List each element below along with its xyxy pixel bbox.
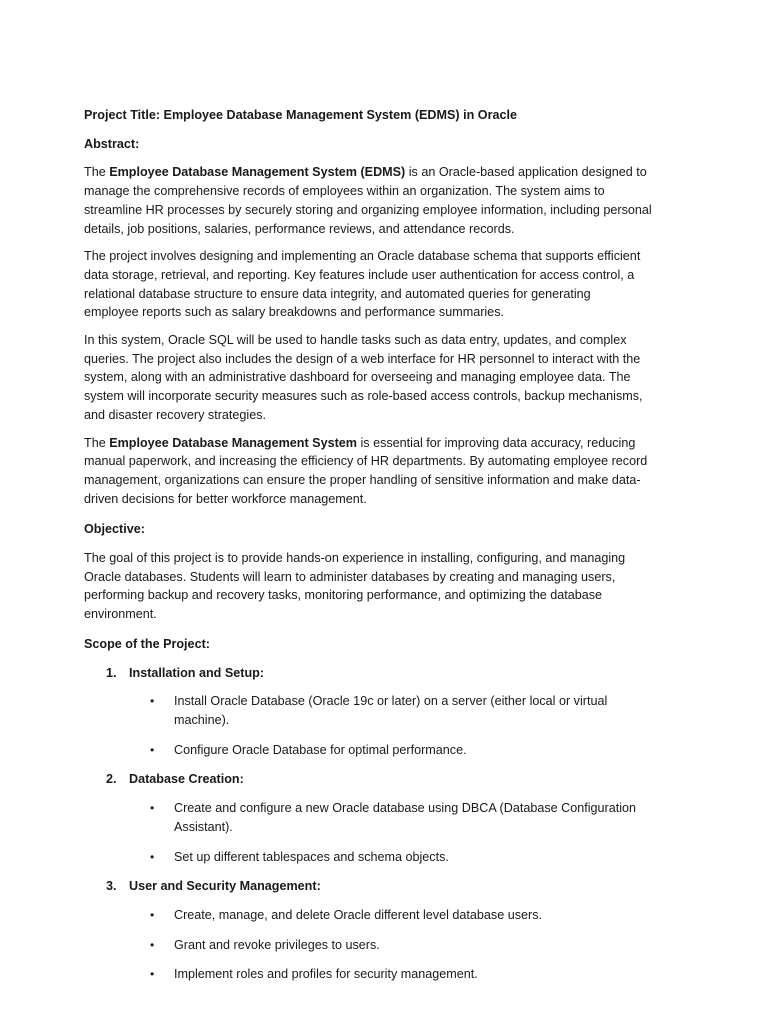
abstract-paragraph-1-line: manage the comprehensive records of employees within an organization. The system aims to [84, 184, 605, 199]
abstract-paragraph-4 [84, 434, 684, 509]
system-name-bold: Employee Database Management System [109, 435, 357, 450]
list-number: 2. [106, 772, 117, 787]
scope-item-title: Installation and Setup: [129, 665, 265, 680]
abstract-paragraph-2-line: employee reports such as salary breakdowns and performance summaries. [84, 305, 504, 320]
list-item [84, 741, 684, 760]
list-item [84, 936, 684, 955]
list-item [84, 965, 684, 984]
text-run: is essential for improving data accuracy, reducing [356, 435, 636, 450]
objective-line: performing backup and recovery tasks, monitoring performance, and optimizing the database [84, 588, 603, 603]
list-item [84, 692, 684, 729]
scope-item-user-security [84, 877, 684, 896]
abstract-paragraph-4-line: driven decisions for better workforce management. [84, 491, 367, 506]
list-item [84, 906, 684, 925]
objective-paragraph [84, 549, 684, 624]
abstract-paragraph-1 [84, 163, 684, 238]
abstract-paragraph-4-line: management, organizations can ensure the proper handling of sensitive information and make data- [84, 472, 641, 487]
abstract-paragraph-3-line: In this system, Oracle SQL will be used to handle tasks such as data entry, updates, and complex [84, 333, 627, 348]
bullet-text-line: Install Oracle Database (Oracle 19c or later) on a server (either local or virtual [174, 694, 608, 709]
list-number: 3. [106, 879, 117, 894]
abstract-paragraph-2-line: data storage, retrieval, and reporting. Key features include user authentication for access control, a [84, 267, 635, 282]
abstract-paragraph-2-line: The project involves designing and implementing an Oracle database schema that supports efficient [84, 249, 641, 264]
scope-item-installation [84, 664, 684, 683]
bullet-icon: • [150, 849, 155, 864]
abstract-heading: Abstract: [84, 136, 140, 151]
bullet-text-line: Set up different tablespaces and schema objects. [174, 849, 449, 864]
scope-item-database-creation [84, 770, 684, 789]
abstract-paragraph-3-line: queries. The project also includes the design of a web interface for HR personnel to interact with the [84, 351, 641, 366]
text-run: The [84, 435, 110, 450]
list-number: 1. [106, 665, 117, 680]
abstract-paragraph-3-line: and disaster recovery strategies. [84, 407, 266, 422]
bullet-text-line: Create, manage, and delete Oracle different level database users. [174, 907, 543, 922]
abstract-paragraph-3 [84, 331, 684, 425]
bullet-text-line: Create and configure a new Oracle database using DBCA (Database Configuration [174, 801, 637, 816]
bullet-icon: • [150, 801, 155, 816]
document-page [84, 106, 684, 995]
bullet-text-line: machine). [174, 712, 230, 727]
abstract-paragraph-4-line-1 [84, 434, 684, 453]
bullet-icon: • [150, 907, 155, 922]
edms-name-bold: Employee Database Management System (EDMS) [109, 165, 406, 180]
project-title: Project Title: Employee Database Management System (EDMS) in Oracle [84, 108, 517, 122]
text-run: is an Oracle-based application designed to [405, 165, 647, 180]
bullet-text-line: Implement roles and profiles for security management. [174, 967, 478, 982]
scope-item-3-bullets [84, 906, 684, 984]
scope-item-title: Database Creation: [129, 772, 244, 787]
abstract-paragraph-2 [84, 247, 684, 322]
objective-line: environment. [84, 607, 157, 622]
objective-line: The goal of this project is to provide hands-on experience in installing, configuring, and managing [84, 551, 626, 566]
abstract-paragraph-3-line: system, along with an administrative dashboard for overseeing and managing employee data. The [84, 370, 631, 385]
abstract-paragraph-4-line: manual paperwork, and increasing the efficiency of HR departments. By automating employee record [84, 454, 648, 469]
bullet-text-line: Assistant). [174, 819, 233, 834]
scope-heading: Scope of the Project: [84, 636, 210, 651]
list-item [84, 799, 684, 836]
scope-item-title: User and Security Management: [129, 879, 321, 894]
abstract-paragraph-1-line-1 [84, 163, 684, 182]
abstract-paragraph-1-line: details, job positions, salaries, performance reviews, and attendance records. [84, 221, 515, 236]
list-item [84, 848, 684, 867]
scope-item-2-bullets [84, 799, 684, 866]
bullet-icon: • [150, 694, 155, 709]
objective-line: Oracle databases. Students will learn to administer databases by creating and managing users, [84, 569, 616, 584]
bullet-icon: • [150, 967, 155, 982]
bullet-icon: • [150, 937, 155, 952]
objective-heading: Objective: [84, 522, 145, 537]
text-run: The [84, 165, 110, 180]
bullet-icon: • [150, 742, 155, 757]
abstract-paragraph-1-line: streamline HR processes by securely storing and organizing employee information, including personal [84, 202, 652, 217]
bullet-text-line: Grant and revoke privileges to users. [174, 937, 380, 952]
scope-item-1-bullets [84, 692, 684, 759]
abstract-paragraph-2-line: relational database structure to ensure data integrity, and automated queries for generating [84, 286, 591, 301]
bullet-text-line: Configure Oracle Database for optimal performance. [174, 742, 467, 757]
abstract-paragraph-3-line: system will incorporate security measures such as role-based access controls, backup mechanisms, [84, 389, 643, 404]
